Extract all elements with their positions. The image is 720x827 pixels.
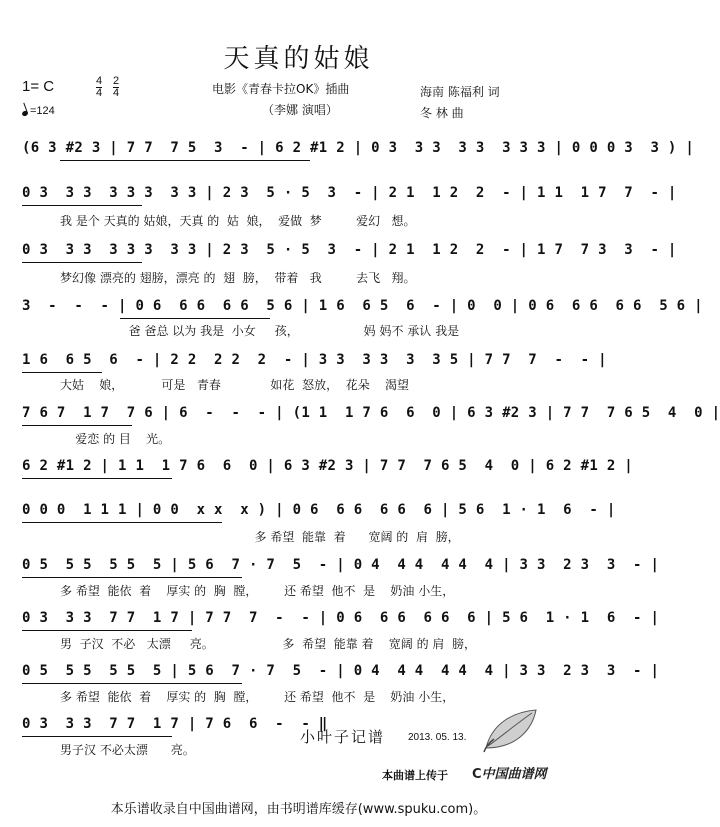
beam-line [22,478,172,479]
quarter-note-icon [21,110,28,117]
lyricist-credit: 海南 陈福利 词 [420,85,500,99]
site-name: 中国曲谱网 [481,767,547,782]
notation-row-2: 0 3 3 3 3 3 3 3 3 | 2 3 5 · 5 3 - | 2 1 1 2 2 - | 1 1 1 7 7 - | [22,185,677,201]
composer-credit: 冬 林 曲 [420,106,464,120]
time-numerator: 4 [96,75,103,87]
time-signature-2 [113,76,119,99]
lyric-row-11: 多 希望 能依 着 厚实 的 胸 膛， 还 希望 他不 是 奶油 小生， [60,690,455,704]
score-title: 天真的姑娘 [223,44,374,74]
lyric-row-6: 爱恋 的 目 光。 [60,432,171,446]
lyric-row-5: 大姑 娘， 可是 青春 如花 怒放， 花朵 渴望 [60,378,409,392]
beam-line [22,736,172,737]
transcriber-signature: 小叶子记谱 [300,728,386,746]
site-logo [472,763,547,782]
time-denominator: 4 [113,87,120,99]
beam-line [22,372,102,373]
time-numerator: 2 [113,75,120,87]
beam-line [60,160,310,161]
time-signature-1 [96,76,102,99]
beam-line [22,577,242,578]
notation-row-3: 0 3 3 3 3 3 3 3 3 | 2 3 5 · 5 3 - | 2 1 1 2 2 - | 1 7 7 3 3 - | [22,242,677,258]
beam-line [22,683,242,684]
tempo-marking [22,105,55,117]
notation-row-9: 0 5 5 5 5 5 5 | 5 6 7 · 7 5 - | 0 4 4 4 4 4 4 | 3 3 2 3 3 - | [22,557,660,573]
beam-line [22,425,132,426]
transcription-date: 2013. 05. 13. [408,732,467,743]
beam-line [22,262,142,263]
song-source: 电影《青春卡拉OK》插曲 [212,82,350,96]
site-logo-mark: C [472,767,482,782]
notation-row-5: 1 6 6 5 6 - | 2 2 2 2 2 - | 3 3 3 3 3 3 5 | 7 7 7 - - | [22,352,607,368]
leaf-icon [482,706,540,754]
notation-row-8: 0 0 0 1 1 1 | 0 0 x x x ) | 0 6 6 6 6 6 6 | 5 6 1 · 1 6 - | [22,502,616,518]
notation-row-10: 0 3 3 3 7 7 1 7 | 7 7 7 - - | 0 6 6 6 6 6 6 | 5 6 1 · 1 6 - | [22,610,660,626]
upload-label: 本曲谱上传于 [382,769,448,782]
key-signature: 1= C [22,78,55,95]
singer: （李娜 演唱） [262,103,338,117]
lyric-row-3: 梦幻像 漂亮的 翅膀，漂亮 的 翅 膀， 带着 我 去飞 翔。 [60,271,416,285]
lyric-row-9: 多 希望 能依 着 厚实 的 胸 膛， 还 希望 他不 是 奶油 小生， [60,584,455,598]
notation-row-12: 0 3 3 3 7 7 1 7 | 7 6 6 - - ‖ [22,716,328,732]
time-denominator: 4 [96,87,103,99]
notation-row-11: 0 5 5 5 5 5 5 | 5 6 7 · 7 5 - | 0 4 4 4 4 4 4 | 3 3 2 3 3 - | [22,663,660,679]
notation-row-6: 7 6 7 1 7 7 6 | 6 - - - | (1 1 1 7 6 6 0 | 6 3 #2 3 | 7 7 7 6 5 4 0 | [22,405,720,421]
beam-line [22,522,222,523]
lyric-row-8: 多 希望 能靠 着 宽阔 的 肩 膀， [60,530,460,544]
beam-line [22,205,142,206]
lyric-row-10: 男 子汉 不必 太漂 亮。 多 希望 能靠 着 宽阔 的 肩 膀， [60,637,477,651]
footer-notice: 本乐谱收录自中国曲谱网，由书明谱库缓存(www.spuku.com)。 [110,802,487,817]
lyric-row-2: 我 是个 天真的 姑娘，天真 的 姑 娘， 爱做 梦 爱幻 想。 [60,214,416,228]
notation-row-4: 3 - - - | 0 6 6 6 6 6 5 6 | 1 6 6 5 6 - | 0 0 | 0 6 6 6 6 6 5 6 | [22,298,703,314]
notation-row-1: (6 3 #2 3 | 7 7 7 5 3 - | 6 2 #1 2 | 0 3 3 3 3 3 3 3 3 | 0 0 0 3 3 ) | [22,140,695,156]
notation-row-7: 6 2 #1 2 | 1 1 1 7 6 6 0 | 6 3 #2 3 | 7 7 7 6 5 4 0 | 6 2 #1 2 | [22,458,634,474]
lyric-row-12: 男子汉 不必太漂 亮。 [60,743,195,757]
beam-line [22,630,192,631]
tempo-value: =124 [30,105,55,117]
lyric-row-4: 爸 爸总 以为 我是 小女 孩， 妈 妈不 承认 我是 [60,324,460,338]
beam-line [120,318,270,319]
